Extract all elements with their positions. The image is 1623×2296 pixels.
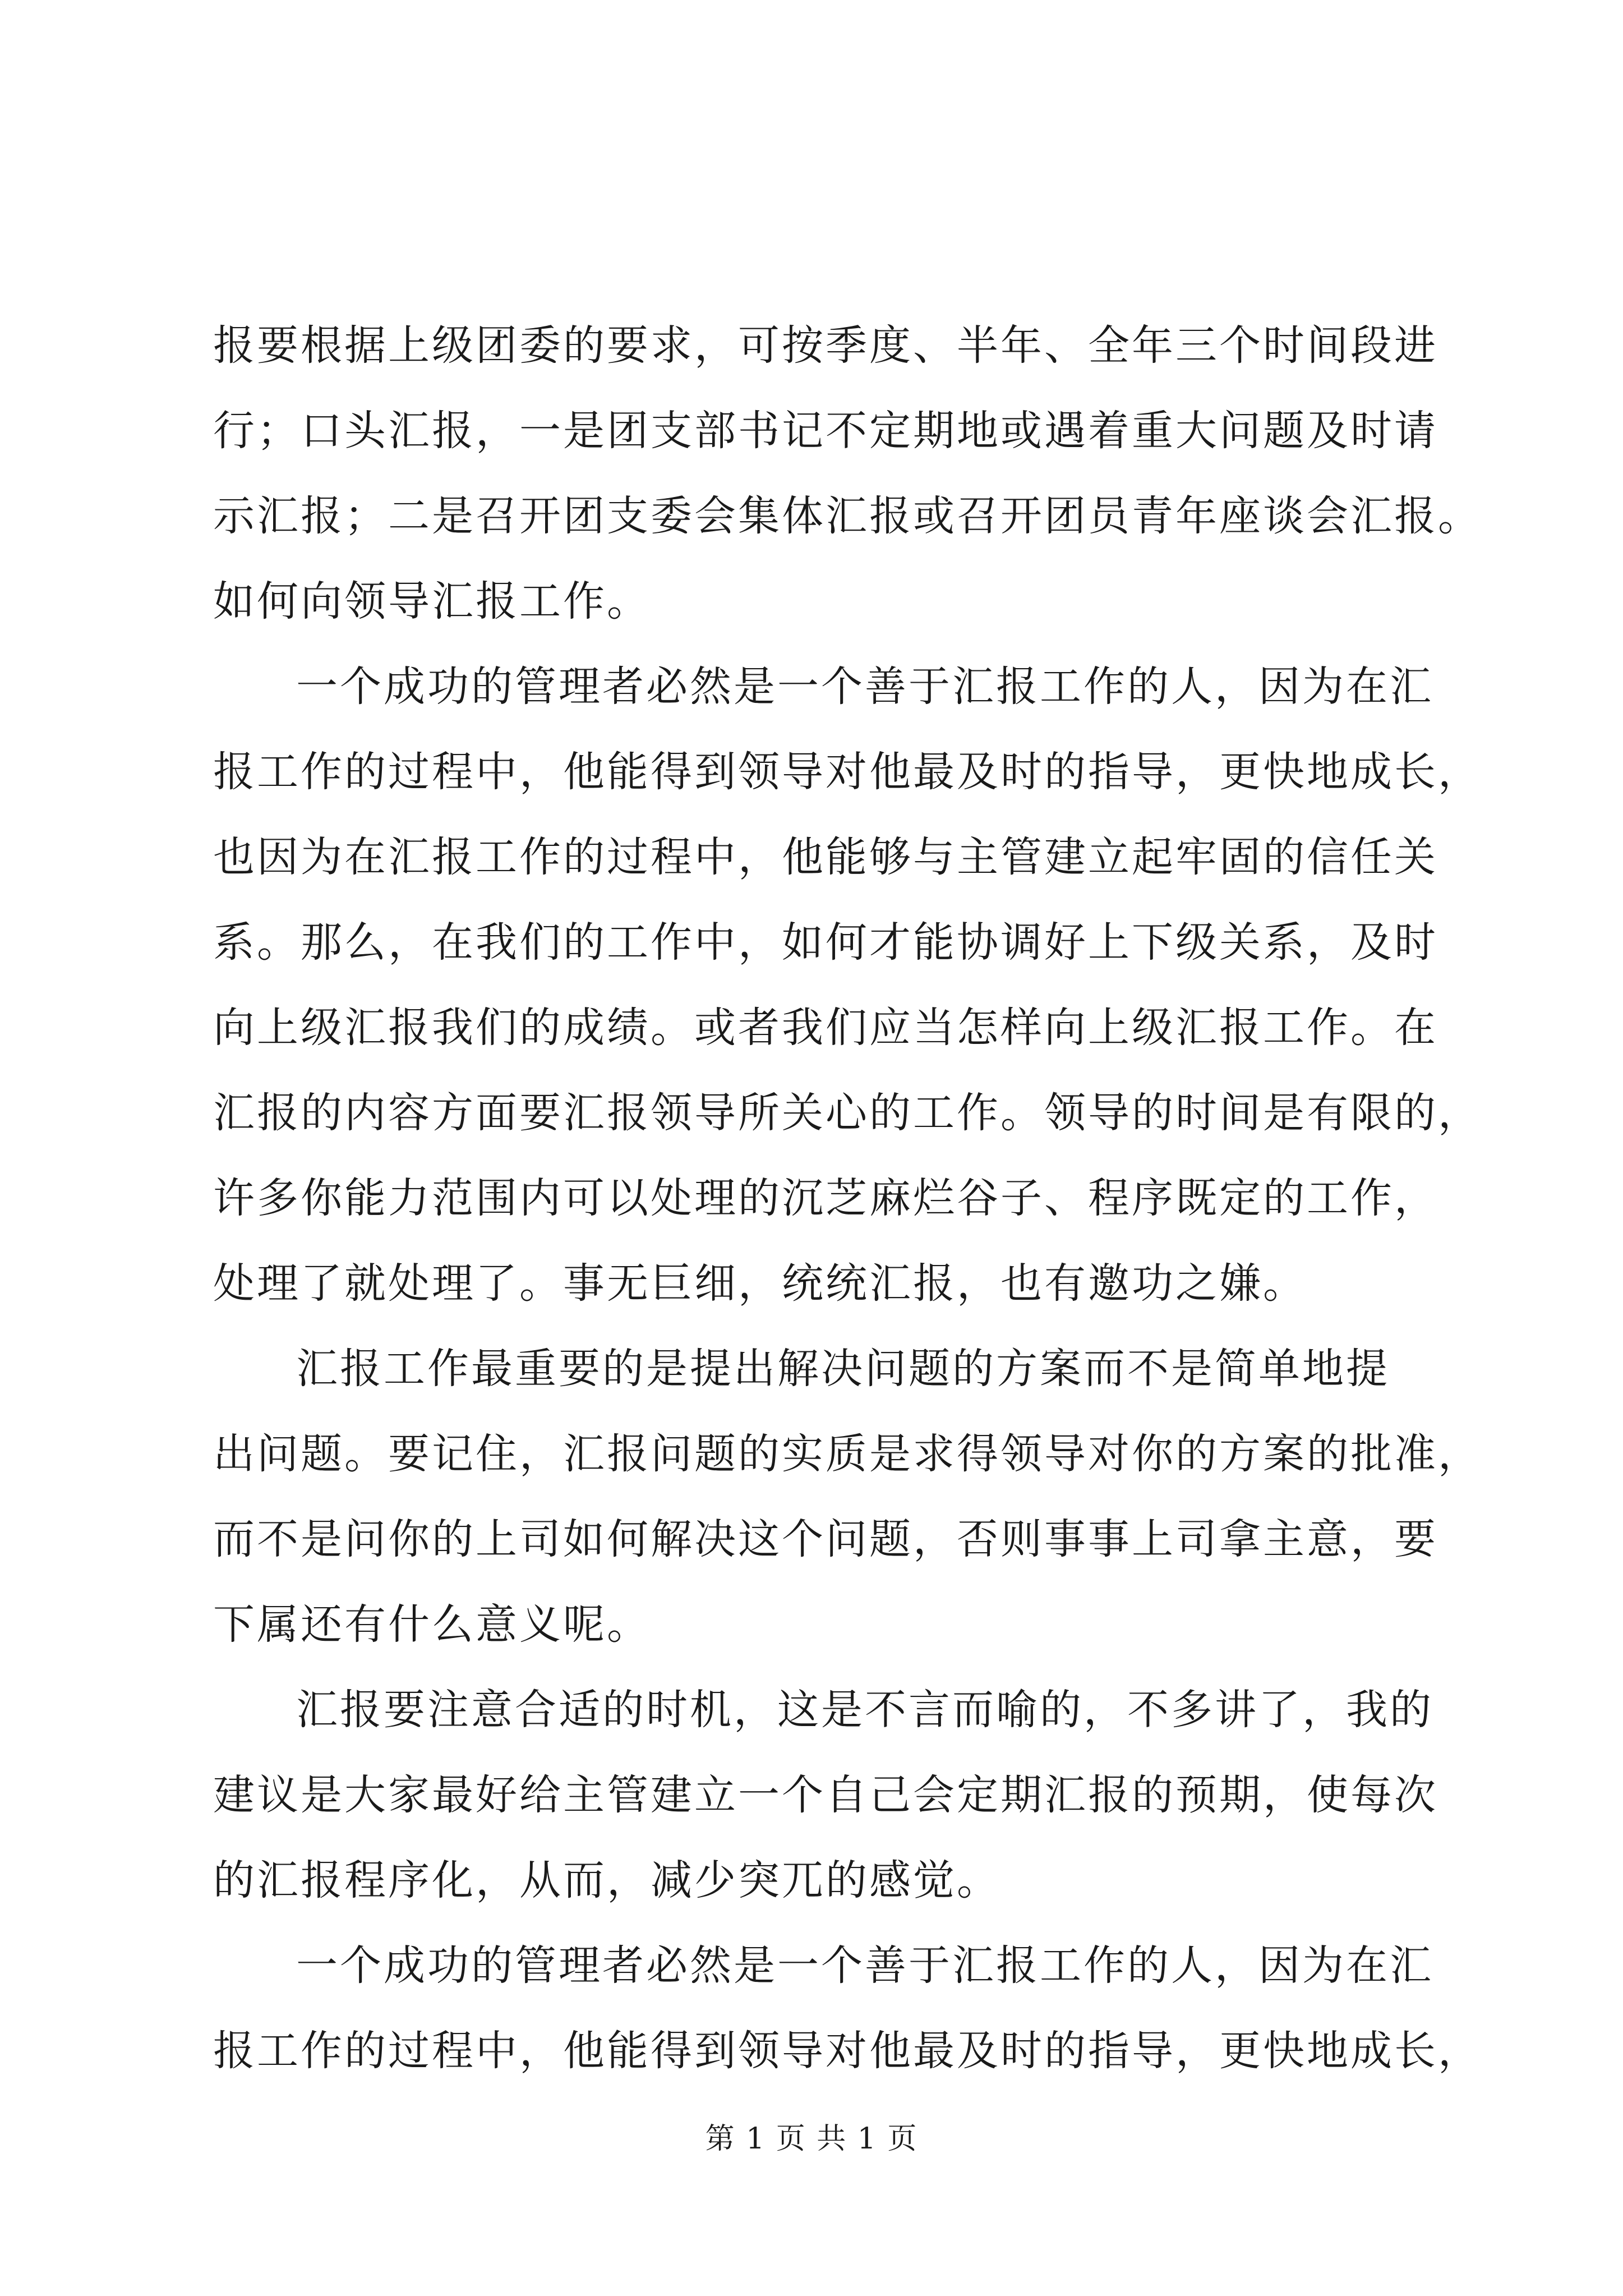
text-line: 汇报工作最重要的是提出解决问题的方案而不是简单地提 bbox=[296, 1345, 1390, 1393]
text-line: 报要根据上级团委的要求，可按季度、半年、全年三个时间段进 bbox=[213, 321, 1438, 370]
text-line: 示汇报；二是召开团支委会集体汇报或召开团员青年座谈会汇报。 bbox=[213, 492, 1482, 540]
text-line: 许多你能力范围内可以处理的沉芝麻烂谷子、程序既定的工作， bbox=[213, 1174, 1438, 1222]
text-line: 一个成功的管理者必然是一个善于汇报工作的人，因为在汇 bbox=[296, 1941, 1433, 1990]
text-line: 下属还有什么意义呢。 bbox=[213, 1600, 651, 1649]
text-line: 报工作的过程中，他能得到领导对他最及时的指导，更快地成长， bbox=[213, 748, 1482, 796]
text-line: 处理了就处理了。事无巨细，统统汇报，也有邀功之嫌。 bbox=[213, 1259, 1307, 1308]
text-line: 一个成功的管理者必然是一个善于汇报工作的人，因为在汇 bbox=[296, 662, 1433, 711]
text-line: 出问题。要记住，汇报问题的实质是求得领导对你的方案的批准， bbox=[213, 1430, 1482, 1478]
text-line: 建议是大家最好给主管建立一个自己会定期汇报的预期，使每次 bbox=[213, 1771, 1438, 1819]
text-line: 汇报要注意合适的时机，这是不言而喻的，不多讲了，我的 bbox=[296, 1686, 1433, 1734]
text-line: 而不是问你的上司如何解决这个问题，否则事事上司拿主意，要 bbox=[213, 1515, 1438, 1563]
text-line: 如何向领导汇报工作。 bbox=[213, 577, 651, 625]
text-line: 的汇报程序化，从而，减少突兀的感觉。 bbox=[213, 1856, 1000, 1904]
text-line: 向上级汇报我们的成绩。或者我们应当怎样向上级汇报工作。在 bbox=[213, 1004, 1438, 1052]
text-line: 也因为在汇报工作的过程中，他能够与主管建立起牢固的信任关 bbox=[213, 833, 1438, 881]
document-body bbox=[213, 303, 1482, 2093]
page-footer: 第 1 页 共 1 页 bbox=[705, 2122, 918, 2156]
text-line: 报工作的过程中，他能得到领导对他最及时的指导，更快地成长， bbox=[213, 2027, 1482, 2075]
text-line: 汇报的内容方面要汇报领导所关心的工作。领导的时间是有限的， bbox=[213, 1089, 1482, 1137]
text-line: 系。那么，在我们的工作中，如何才能协调好上下级关系，及时 bbox=[213, 918, 1438, 967]
text-line: 行；口头汇报，一是团支部书记不定期地或遇着重大问题及时请 bbox=[213, 407, 1438, 455]
